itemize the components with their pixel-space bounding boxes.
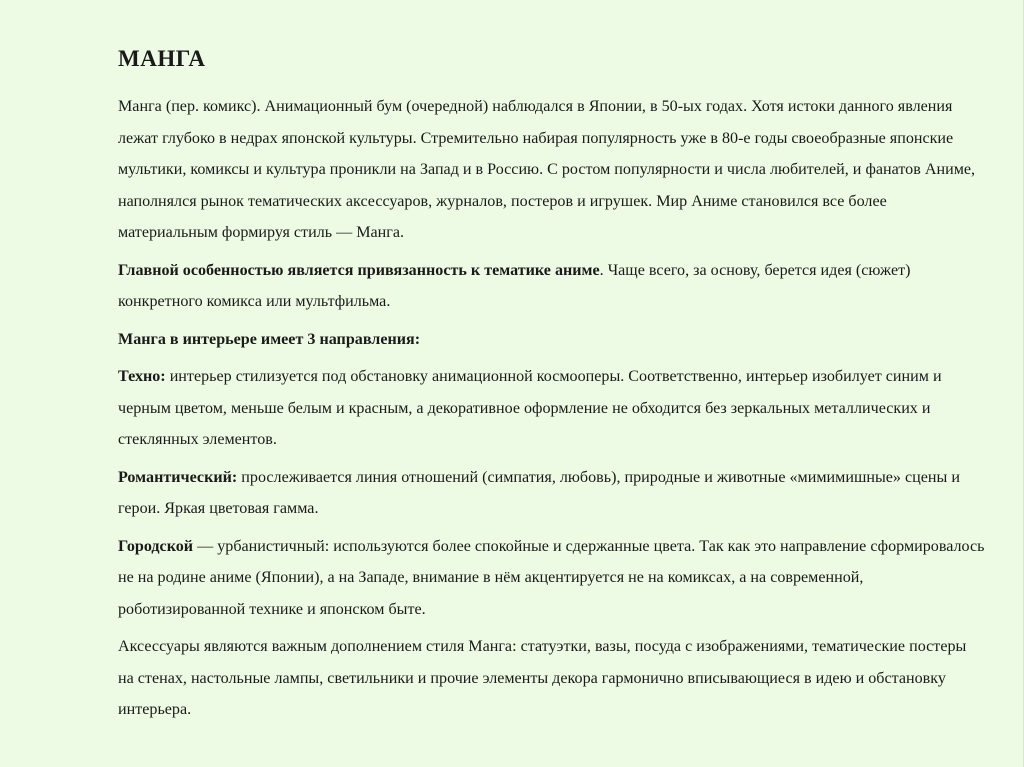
paragraph-urban bbox=[118, 531, 986, 626]
paragraph-text: — урбанистичный: используются более спокойные и сдержанные цвета. Так как это направление сформировалось не на родине аниме (Японии), а на Западе, внимание в нём акцентируется не на комиксах, а на современной, роботизированной технике и японском быте. bbox=[118, 537, 985, 618]
paragraph-text: Манга (пер. комикс). Анимационный бум (очередной) наблюдался в Японии, в 50-ых годах. Хотя истоки данного явления лежат глубоко в недрах японской культуры. Стремительно набирая популярность уже в 80-е годы своеобразные японские мультики, комиксы и культура проникли на Запад и в Россию. С ростом популярности и числа любителей, и фанатов Аниме, наполнялся рынок тематических аксессуаров, журналов, постеров и игрушек. Мир Аниме становился все более материальным формируя стиль — Манга. bbox=[118, 98, 976, 241]
paragraph-techno bbox=[118, 361, 986, 456]
paragraph-accessories bbox=[118, 631, 986, 726]
paragraph-romantic bbox=[118, 462, 986, 525]
paragraph-text: интерьер стилизуется под обстановку анимационной космооперы. Соответственно, интерьер изобилует синим и черным цветом, меньше белым и красным, а декоративное оформление не обходится без зеркальных металлических и стеклянных элементов. bbox=[118, 368, 942, 448]
paragraph-text: Аксессуары являются важным дополнением стиля Манга: статуэтки, вазы, посуда с изображениями, тематические постеры на стенах, настольные лампы, светильники и прочие элементы декора гармонично вписывающиеся в идею и обстановку интерьера. bbox=[118, 638, 967, 718]
paragraph-lead: Техно: bbox=[118, 368, 166, 385]
paragraph-lead: Романтический: bbox=[118, 468, 238, 486]
paragraph-text: . Чаще всего, за основу, берется идея (сюжет) конкретного комикса или мультфильма. bbox=[118, 261, 911, 310]
paragraph-lead: Городской bbox=[118, 537, 194, 555]
paragraph-lead: Главной особенностью является привязанность к тематике аниме bbox=[118, 261, 600, 279]
paragraph-directions bbox=[118, 324, 986, 356]
paragraph-main-feature bbox=[118, 255, 986, 318]
paragraph-intro bbox=[118, 91, 986, 249]
paragraph-lead: Манга в интерьере имеет 3 направления: bbox=[118, 330, 421, 348]
content bbox=[118, 91, 986, 732]
page-title: МАНГА bbox=[118, 46, 206, 71]
paragraph-text: прослеживается линия отношений (симпатия, любовь), природные и животные «мимимишные» сцены и герои. Яркая цветовая гамма. bbox=[118, 468, 960, 517]
